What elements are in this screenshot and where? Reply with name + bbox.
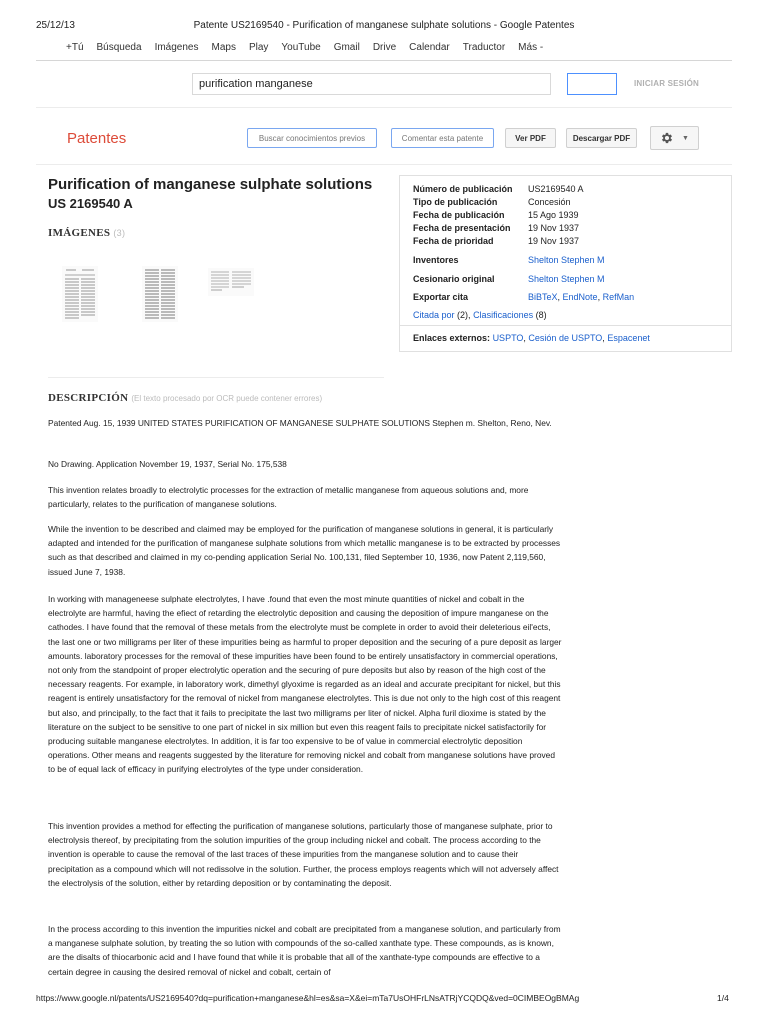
gbar-item-play[interactable]: Play (248, 42, 269, 53)
images-heading-label: IMÁGENES (48, 227, 111, 239)
export-citation-label: Exportar cita (413, 292, 469, 302)
meta-value: 19 Nov 1937 (528, 223, 580, 233)
description-heading (48, 392, 322, 404)
citations-row: Citada por (2), Clasificaciones (8) (413, 310, 547, 320)
search-divider (36, 107, 732, 108)
description-paragraph: In the process according to this invention the impurities nickel and cobalt are precipitated from a manganese solution, and particularly from a manganese sulphate solution, by treating the so lution with compounds of the so-called xanthate type. These compounds, as is known, are the disalts of thiocarbonic acid and I have found that while it is probable that all of the xanthate-type compounds are effective to a certain degree in causing the desired removal of nickel and cobalt, certain of (48, 924, 561, 977)
description-paragraph: While the invention to be described and claimed may be employed for the purification of manganese solutions in general, it is particularly adapted and intended for the purification of manganese sulphate solutions from which metallic manganese is to be extracted by processes such as that described and claimed in my co-pending application Serial No. 100,131, filed September 10, 1936, now Patent 2,119,560, issued June 7, 1938. (48, 524, 561, 577)
meta-row (413, 184, 513, 194)
meta-value: 19 Nov 1937 (528, 236, 580, 246)
external-links-row: Enlaces externos: USPTO, Cesión de USPTO, Espacenet (413, 333, 650, 343)
settings-button[interactable] (650, 126, 699, 150)
prior-art-button[interactable]: Buscar conocimientos previos (247, 128, 377, 148)
espacenet-link[interactable]: Espacenet (607, 333, 650, 343)
toolbar-divider (36, 164, 732, 165)
sign-in-link[interactable]: INICIAR SESIÓN (634, 79, 700, 88)
description-paragraph: Patented Aug. 15, 1939 UNITED STATES PURIFICATION OF MANGANESE SULPHATE SOLUTIONS Stephen m. Shelton, Reno, Nev. (48, 418, 552, 428)
assignee-link[interactable]: Shelton Stephen M (528, 274, 605, 284)
export-links: BiBTeX, EndNote, RefMan (528, 292, 635, 302)
patent-page-thumbnail-3[interactable] (208, 268, 254, 296)
gbar-item-gmail[interactable]: Gmail (333, 42, 360, 53)
inventors-label: Inventores (413, 255, 459, 265)
classifications-count: (8) (535, 310, 547, 320)
print-url: https://www.google.nl/patents/US2169540?dq=purification+manganese&hl=es&sa=X&ei=mTa7UsOHFrLNsATRjYCQDQ&ved=0CIMBEOgBMAg (36, 993, 580, 1003)
gbar-item-plus[interactable]: +Tú (66, 42, 84, 53)
description-paragraph: No Drawing. Application November 19, 1937, Serial No. 175,538 (48, 459, 287, 469)
meta-divider (399, 325, 732, 326)
gbar-item-calendar[interactable]: Calendar (409, 42, 450, 53)
patent-page-thumbnail-2[interactable] (142, 266, 178, 322)
meta-key: Tipo de publicación (413, 197, 498, 207)
images-heading (48, 227, 125, 239)
print-title: Patente US2169540 - Purification of manganese sulphate solutions - Google Patentes (193, 20, 575, 31)
inventor-link[interactable]: Shelton Stephen M (528, 255, 605, 265)
description-paragraph: This invention provides a method for effecting the purification of manganese solutions, particularly those of manganese sulphate, prior to electrolysis thereof, by precipitating from the solution impurities of the group including nickel and cobalt. The process according to the invention is operable to cause the removal of the last traces of these impurities from the manganese solution and to cause their precipitation as a compound which will not redissolve in the solution. Further, the process employs reagents which will not adversely affect the electrolysis of the solution, either by retarding deposition or by contaminating the deposit. (48, 821, 559, 888)
uspto-link[interactable]: USPTO (492, 333, 524, 343)
gbar-item-search[interactable]: Búsqueda (96, 42, 142, 53)
patent-number: US 2169540 A (48, 196, 133, 211)
meta-key: Fecha de prioridad (413, 236, 494, 246)
google-bar (66, 42, 556, 53)
chevron-down-icon: ▼ (682, 134, 689, 142)
gbar-item-maps[interactable]: Maps (211, 42, 236, 53)
meta-key: Número de publicación (413, 184, 513, 194)
header-divider (36, 60, 732, 61)
gbar-item-images[interactable]: Imágenes (154, 42, 199, 53)
section-title[interactable]: Patentes (67, 130, 127, 147)
cited-by-link[interactable]: Citada por (413, 310, 455, 320)
search-button[interactable] (567, 73, 617, 95)
export-endnote-link[interactable]: EndNote (562, 292, 598, 302)
external-links-label: Enlaces externos: (413, 333, 491, 343)
gbar-item-more[interactable]: Más - (518, 42, 544, 53)
ocr-note: (El texto procesado por OCR puede contener errores) (131, 394, 323, 403)
classifications-link[interactable]: Clasificaciones (473, 310, 534, 320)
images-count: (3) (113, 228, 126, 238)
download-pdf-button[interactable]: Descargar PDF (566, 128, 637, 148)
view-pdf-button[interactable]: Ver PDF (505, 128, 556, 148)
description-heading-label: DESCRIPCIÓN (48, 392, 129, 404)
gbar-item-youtube[interactable]: YouTube (281, 42, 321, 53)
cited-by-count: (2) (457, 310, 469, 320)
meta-key: Fecha de publicación (413, 210, 505, 220)
images-divider (48, 377, 384, 378)
print-page-number: 1/4 (717, 993, 729, 1003)
patent-title: Purification of manganese sulphate solutions (48, 176, 373, 193)
gear-icon (660, 131, 674, 145)
description-paragraph: This invention relates broadly to electrolytic processes for the extraction of metallic manganese from aqueous solutions and, more particularly, relates to the purification of manganese solutions. (48, 485, 529, 510)
gbar-item-translate[interactable]: Traductor (462, 42, 506, 53)
comment-patent-button[interactable]: Comentar esta patente (391, 128, 494, 148)
assignee-label: Cesionario original (413, 274, 495, 284)
meta-value: US2169540 A (528, 184, 584, 194)
print-date: 25/12/13 (36, 20, 75, 31)
description-paragraph: In working with manageneese sulphate electrolytes, I have .found that even the most minute quantities of nickel and cobalt in the electrolyte are harmful, having the efiect of retarding the electrolytic deposition and causing the deposition of impure manganese on the cathodes. I have found that the removal of these metals from the electrolyte must be complete in order to avoid their deleterious eil'ects, the last one or two milligrams per liter of these impurities being as harmful to proper deposition and the securing of a pure deposit as larger amounts. laboratory processes for the removal of these impurities have been found to be entirely unsatisfactory in commercial operations, not only from the standpoint of proper electrolytic operation and the securing of pure deposits but also by reason of the high cost of the necessary reagents. For example, in laboratory work, dimethyl glyoxime is regarded as an ideal and accurate precipitant for nickel, but this reagent is entirely unsatisfactory for the removal of nickel from manganese electrolytes. This is due not only to the high cost of this reagent but also, and principally, to the fact that it fails to precipitate the last two milligrams per liter of nickel. Alpha furil dioxime is stated by the literature on the subject to be sensitive to one part of nickel in six million but even this reagent fails to precipitate nickel satisfactorily for producing suitable manganese electrolytes. In addition, it is far too expensive to be of value in commercial electrolytic deposition operations. Other means and reagents suggested by the literature for removing nickel and cobalt from manganese solutions have proved to be of equal lack of efficacy in purifying electrolytes of the type under consideration. (48, 594, 562, 775)
meta-key: Fecha de presentación (413, 223, 511, 233)
meta-value: Concesión (528, 197, 571, 207)
search-input[interactable]: purification manganese (192, 73, 551, 95)
export-bibtex-link[interactable]: BiBTeX (528, 292, 558, 302)
gbar-item-drive[interactable]: Drive (372, 42, 397, 53)
uspto-assignment-link[interactable]: Cesión de USPTO (528, 333, 603, 343)
meta-value: 15 Ago 1939 (528, 210, 579, 220)
export-refman-link[interactable]: RefMan (602, 292, 635, 302)
patent-page-thumbnail-1[interactable] (62, 266, 98, 322)
